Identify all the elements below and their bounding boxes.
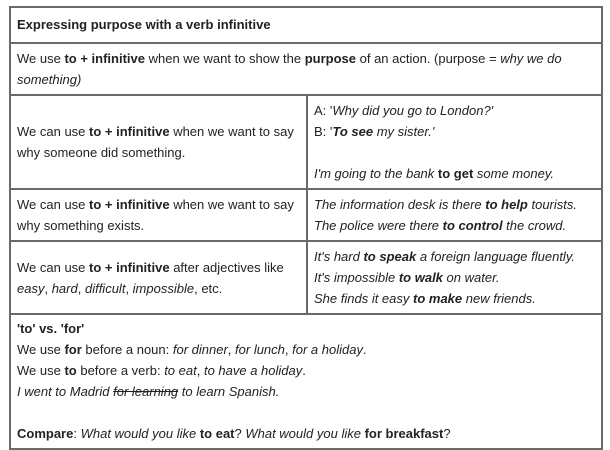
text-segment: The information desk is there (314, 197, 486, 212)
example-cell (307, 189, 602, 241)
text-segment: to walk (398, 270, 443, 285)
text-line (314, 246, 595, 267)
text-line (17, 339, 595, 360)
intro-cell (10, 43, 602, 95)
to-vs-for-cell (10, 314, 602, 449)
text-segment: when we want to show the (145, 51, 305, 66)
text-segment: B: ' (314, 124, 333, 139)
table-row (10, 95, 602, 189)
text-segment: why we do something) (17, 51, 562, 87)
text-segment: to help (485, 197, 528, 212)
text-segment: impossible (132, 280, 195, 296)
text-line (17, 402, 595, 423)
text-segment: It's impossible (314, 270, 399, 285)
text-segment: the crowd. (502, 218, 567, 233)
text-segment: to control (442, 218, 503, 233)
text-segment: to get (437, 166, 474, 181)
text-segment: . (362, 342, 367, 357)
text-segment: to (64, 363, 77, 378)
example-cell (307, 95, 602, 189)
rule-cell (10, 95, 307, 189)
text-segment: some money. (473, 166, 554, 181)
text-segment: tourists. (527, 197, 577, 212)
text-segment: I went to Madrid (17, 384, 114, 399)
text-line (314, 194, 595, 215)
text-segment: ? (443, 426, 451, 441)
text-segment: to + infinitive (89, 124, 170, 139)
example-cell (307, 241, 602, 314)
text-line (17, 257, 300, 299)
text-line (17, 121, 300, 163)
text-line (17, 48, 595, 90)
text-segment: for learning (113, 384, 179, 399)
text-segment: to learn Spanish. (178, 384, 280, 399)
text-segment: Compare (17, 426, 74, 441)
table-title (10, 7, 602, 43)
text-segment: for lunch (235, 342, 285, 357)
text-segment: hard (51, 280, 78, 296)
text-segment: ? (234, 426, 246, 441)
text-segment: after adjectives like (169, 259, 284, 275)
text-segment: before a verb: (76, 363, 165, 378)
text-line (314, 142, 595, 163)
text-segment: , (196, 363, 204, 378)
text-line (17, 360, 595, 381)
text-segment: difficult (84, 280, 126, 296)
text-segment: a foreign language fluently. (416, 249, 575, 264)
rule-cell (10, 241, 307, 314)
text-segment: easy (17, 280, 45, 296)
text-segment: , etc. (194, 280, 223, 296)
text-segment: to eat (164, 363, 197, 378)
text-segment: to have a holiday (203, 363, 303, 378)
text-segment: She finds it easy (314, 291, 413, 306)
text-line (314, 100, 595, 121)
text-segment: We use (17, 363, 65, 378)
text-segment: my sister.' (373, 124, 435, 139)
text-line (314, 163, 595, 184)
text-segment: 'to' vs. 'for' (17, 321, 85, 336)
text-line (314, 121, 595, 142)
text-segment: What would you like (80, 426, 200, 441)
text-segment: when we want to say why something exists. (17, 197, 294, 233)
title-text: Expressing purpose with a verb infinitive (17, 17, 271, 32)
text-segment: to + infinitive (89, 197, 170, 212)
to-vs-for-row (10, 314, 602, 449)
text-segment: Why did you go to London?' (332, 103, 494, 118)
text-segment: for a holiday (292, 342, 363, 357)
text-segment: I'm going to the bank (314, 166, 438, 181)
text-segment: on water. (442, 270, 500, 285)
text-segment: to speak (363, 249, 417, 264)
text-segment: purpose (304, 51, 356, 66)
text-segment: : (73, 426, 81, 441)
text-segment: for breakfast (364, 426, 444, 441)
text-segment: , (77, 280, 85, 296)
text-segment: We use (17, 342, 65, 357)
text-segment: for dinner (172, 342, 228, 357)
table-row (10, 189, 602, 241)
text-segment: to eat (199, 426, 235, 441)
grammar-table (9, 6, 603, 450)
text-segment: to make (413, 291, 463, 306)
text-segment: We can use (17, 124, 90, 139)
text-segment: before a noun: (81, 342, 173, 357)
text-segment: To see (332, 124, 374, 139)
text-segment: We can use (17, 197, 90, 212)
table-row (10, 241, 602, 314)
text-segment: , (44, 280, 52, 296)
rule-cell (10, 189, 307, 241)
text-segment: to + infinitive (64, 51, 145, 66)
text-segment: of an action. (purpose = (356, 51, 501, 66)
title-row (10, 7, 602, 43)
text-segment: , (125, 280, 133, 296)
text-segment: when we want to say why someone did something. (17, 124, 294, 160)
text-segment: . (302, 363, 306, 378)
text-line (314, 267, 595, 288)
text-segment: What would you like (245, 426, 365, 441)
text-segment: A: ' (314, 103, 333, 118)
text-segment: to + infinitive (89, 259, 170, 275)
text-segment: , (227, 342, 236, 357)
text-line (17, 194, 300, 236)
text-segment: We can use (17, 259, 90, 275)
text-line (314, 215, 595, 236)
text-line (17, 381, 595, 402)
text-segment: for (64, 342, 82, 357)
text-segment: new friends. (462, 291, 536, 306)
text-segment: We use (17, 51, 65, 66)
intro-row (10, 43, 602, 95)
text-segment: It's hard (314, 249, 364, 264)
text-segment: The police were there (314, 218, 443, 233)
text-segment: , (284, 342, 293, 357)
text-line (314, 288, 595, 309)
text-line (17, 318, 595, 339)
